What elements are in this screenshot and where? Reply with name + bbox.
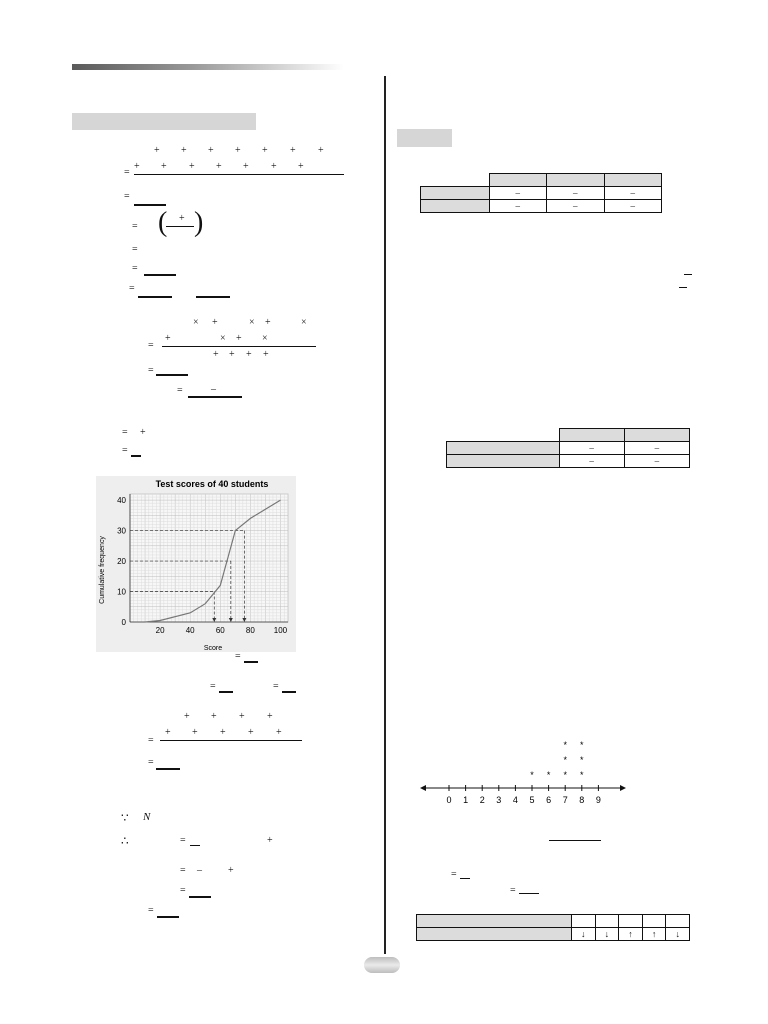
right-paren: ) <box>194 207 204 238</box>
arrow-down-icon: ↓ <box>666 928 690 941</box>
because-sign: ∵ <box>121 811 129 825</box>
column-divider <box>384 76 386 954</box>
fraction-bar <box>156 374 188 376</box>
table-row <box>447 442 690 455</box>
axis-label: 9 <box>595 795 601 805</box>
dot-mark: * <box>580 770 584 780</box>
table-cell: – <box>547 200 605 213</box>
table-cell: – <box>489 200 547 213</box>
dot-plot <box>418 732 630 816</box>
axis-label: 8 <box>579 795 585 805</box>
x-tick-label: 40 <box>185 626 195 635</box>
table-row-label <box>447 455 560 468</box>
table-cell <box>619 915 643 928</box>
table-cell: – <box>604 200 662 213</box>
equals-sign: = <box>148 757 154 768</box>
x-tick-label: 60 <box>215 626 225 635</box>
equals-sign: = <box>210 681 216 692</box>
table-header-cell <box>489 174 547 187</box>
data-table-2 <box>446 428 690 468</box>
section-title-bar-right <box>397 129 452 147</box>
table-corner-cell <box>421 174 490 187</box>
plus-sign: + <box>267 711 273 722</box>
fraction-bar <box>188 396 242 398</box>
x-tick-label: 80 <box>245 626 255 635</box>
plus-sign: + <box>229 349 235 360</box>
table-header-cell <box>547 174 605 187</box>
fraction-bar <box>166 226 194 227</box>
dot-mark: * <box>546 770 551 780</box>
plus-sign: + <box>181 145 187 156</box>
dot-mark: * <box>580 740 584 750</box>
fraction-bar <box>679 287 687 288</box>
fraction-bar <box>196 296 230 298</box>
table-row <box>417 915 690 928</box>
table-cell <box>572 915 596 928</box>
arrow-right-icon <box>620 785 626 791</box>
plus-sign: + <box>192 727 198 738</box>
fraction-bar <box>549 840 601 841</box>
axis-label: 7 <box>562 795 568 805</box>
fraction-bar <box>244 661 258 663</box>
plus-sign: + <box>271 161 277 172</box>
fraction-bar <box>162 346 316 347</box>
x-axis-label: Score <box>203 645 223 652</box>
fraction-bar <box>156 768 180 770</box>
fraction-bar <box>157 916 179 918</box>
times-sign: × <box>249 317 255 328</box>
fraction-bar <box>160 740 302 741</box>
minus-sign: – <box>197 865 202 876</box>
table-row <box>421 187 662 200</box>
dot-mark: * <box>580 755 584 765</box>
axis-label: 3 <box>496 795 502 805</box>
x-tick-label: 100 <box>273 626 288 635</box>
equals-sign: = <box>235 651 241 662</box>
plus-sign: + <box>220 727 226 738</box>
table-cell: – <box>559 455 624 468</box>
plus-sign: + <box>179 213 185 224</box>
table-row-label <box>417 928 572 941</box>
plus-sign: + <box>134 161 140 172</box>
table-header-row <box>421 174 662 187</box>
y-tick-label: 30 <box>117 526 126 536</box>
table-row <box>421 200 662 213</box>
table-header-cell <box>559 429 624 442</box>
arrow-down-icon: ↓ <box>595 928 619 941</box>
header-banner <box>72 64 344 70</box>
plus-sign: + <box>239 711 245 722</box>
table-cell: – <box>604 187 662 200</box>
plus-sign: + <box>216 161 222 172</box>
plus-sign: + <box>165 727 171 738</box>
axis-label: 4 <box>512 795 518 805</box>
plus-sign: + <box>318 145 324 156</box>
plus-sign: + <box>154 145 160 156</box>
equals-sign: = <box>132 221 138 232</box>
fraction-bar <box>138 296 172 298</box>
plus-sign: + <box>228 865 234 876</box>
plus-sign: + <box>246 349 252 360</box>
equals-sign: = <box>451 869 457 880</box>
plus-sign: + <box>208 145 214 156</box>
table-cell <box>642 915 666 928</box>
fraction-bar <box>134 204 166 206</box>
times-sign: × <box>301 317 307 328</box>
fraction-bar <box>519 893 539 894</box>
times-sign: × <box>220 333 226 344</box>
fraction-bar <box>189 896 211 898</box>
plus-sign: + <box>212 317 218 328</box>
times-sign: × <box>193 317 199 328</box>
x-tick-label: 20 <box>155 626 165 635</box>
plus-sign: + <box>165 333 171 344</box>
fraction-bar <box>460 878 470 879</box>
equals-sign: = <box>122 427 128 438</box>
equals-sign: = <box>132 263 138 274</box>
plus-sign: + <box>189 161 195 172</box>
fraction-bar <box>219 691 233 693</box>
equals-sign: = <box>124 191 130 202</box>
times-sign: × <box>262 333 268 344</box>
plus-sign: + <box>265 317 271 328</box>
therefore-sign: ∴ <box>121 834 129 848</box>
plus-sign: + <box>184 711 190 722</box>
table-row <box>447 455 690 468</box>
plus-sign: + <box>276 727 282 738</box>
fraction-bar <box>144 274 176 276</box>
plus-sign: + <box>263 349 269 360</box>
y-tick-label: 0 <box>121 618 126 627</box>
table-row-label <box>447 442 560 455</box>
axis-label: 0 <box>446 795 452 805</box>
equals-sign: = <box>180 835 186 846</box>
dot-mark: * <box>563 755 567 765</box>
plus-sign: + <box>267 835 273 846</box>
left-paren: ( <box>158 207 168 238</box>
page-number-oval <box>364 957 400 973</box>
axis-label: 5 <box>529 795 535 805</box>
table-cell <box>595 915 619 928</box>
plus-sign: + <box>161 161 167 172</box>
arrow-left-icon <box>420 785 426 791</box>
y-tick-label: 40 <box>117 496 126 506</box>
table-header-cell <box>604 174 662 187</box>
plus-sign: + <box>211 711 217 722</box>
dot-mark: * <box>563 770 567 780</box>
fraction-bar <box>684 274 692 275</box>
arrow-down-icon: ↓ <box>572 928 596 941</box>
equals-sign: = <box>122 445 128 456</box>
dot-mark: * <box>530 770 534 780</box>
equals-sign: = <box>148 340 154 351</box>
equals-sign: = <box>273 681 279 692</box>
variable-N: N <box>143 811 151 823</box>
plus-sign: + <box>236 333 242 344</box>
plus-sign: + <box>248 727 254 738</box>
table-row-label <box>421 187 490 200</box>
equals-sign: = <box>177 385 183 396</box>
y-tick-label: 10 <box>117 587 126 597</box>
arrow-up-icon: ↑ <box>619 928 643 941</box>
equals-sign: = <box>510 885 516 896</box>
equals-sign: = <box>148 905 154 916</box>
direction-table <box>416 914 690 941</box>
equals-sign: = <box>180 885 186 896</box>
axis-label: 2 <box>479 795 485 805</box>
table-row <box>417 928 690 941</box>
plus-sign: + <box>298 161 304 172</box>
table-header-row <box>447 429 690 442</box>
plus-sign: + <box>213 349 219 360</box>
plus-sign: + <box>262 145 268 156</box>
equals-sign: = <box>132 244 138 255</box>
equals-sign: = <box>129 283 135 294</box>
table-cell: – <box>489 187 547 200</box>
fraction-bar <box>131 455 141 457</box>
plus-sign: + <box>290 145 296 156</box>
plus-sign: + <box>140 427 146 438</box>
y-axis-label: Cumulative frequency <box>99 536 106 604</box>
table-cell <box>666 915 690 928</box>
fraction-bar <box>134 174 344 175</box>
plus-sign: + <box>235 145 241 156</box>
table-cell: – <box>559 442 624 455</box>
equals-sign: = <box>180 865 186 876</box>
table-cell: – <box>624 455 689 468</box>
axis-label: 1 <box>463 795 469 805</box>
fraction-bar <box>282 691 296 693</box>
equals-sign: = <box>148 735 154 746</box>
table-row-label <box>421 200 490 213</box>
equals-sign: = <box>148 365 154 376</box>
axis-label: 6 <box>546 795 552 805</box>
ogive-chart <box>96 476 296 652</box>
table-cell: – <box>547 187 605 200</box>
table-header-cell <box>624 429 689 442</box>
table-corner-cell <box>447 429 560 442</box>
equals-sign: = <box>124 167 130 178</box>
data-table-1 <box>420 173 662 213</box>
minus-sign: – <box>211 384 216 395</box>
table-row-label <box>417 915 572 928</box>
fraction-bar <box>190 845 200 846</box>
table-cell: – <box>624 442 689 455</box>
ogive-chart-panel <box>96 476 296 652</box>
dot-mark: * <box>563 740 567 750</box>
chart-title: Test scores of 40 students <box>155 479 269 489</box>
section-title-bar-left <box>72 113 256 130</box>
plus-sign: + <box>243 161 249 172</box>
arrow-up-icon: ↑ <box>642 928 666 941</box>
y-tick-label: 20 <box>117 557 126 567</box>
